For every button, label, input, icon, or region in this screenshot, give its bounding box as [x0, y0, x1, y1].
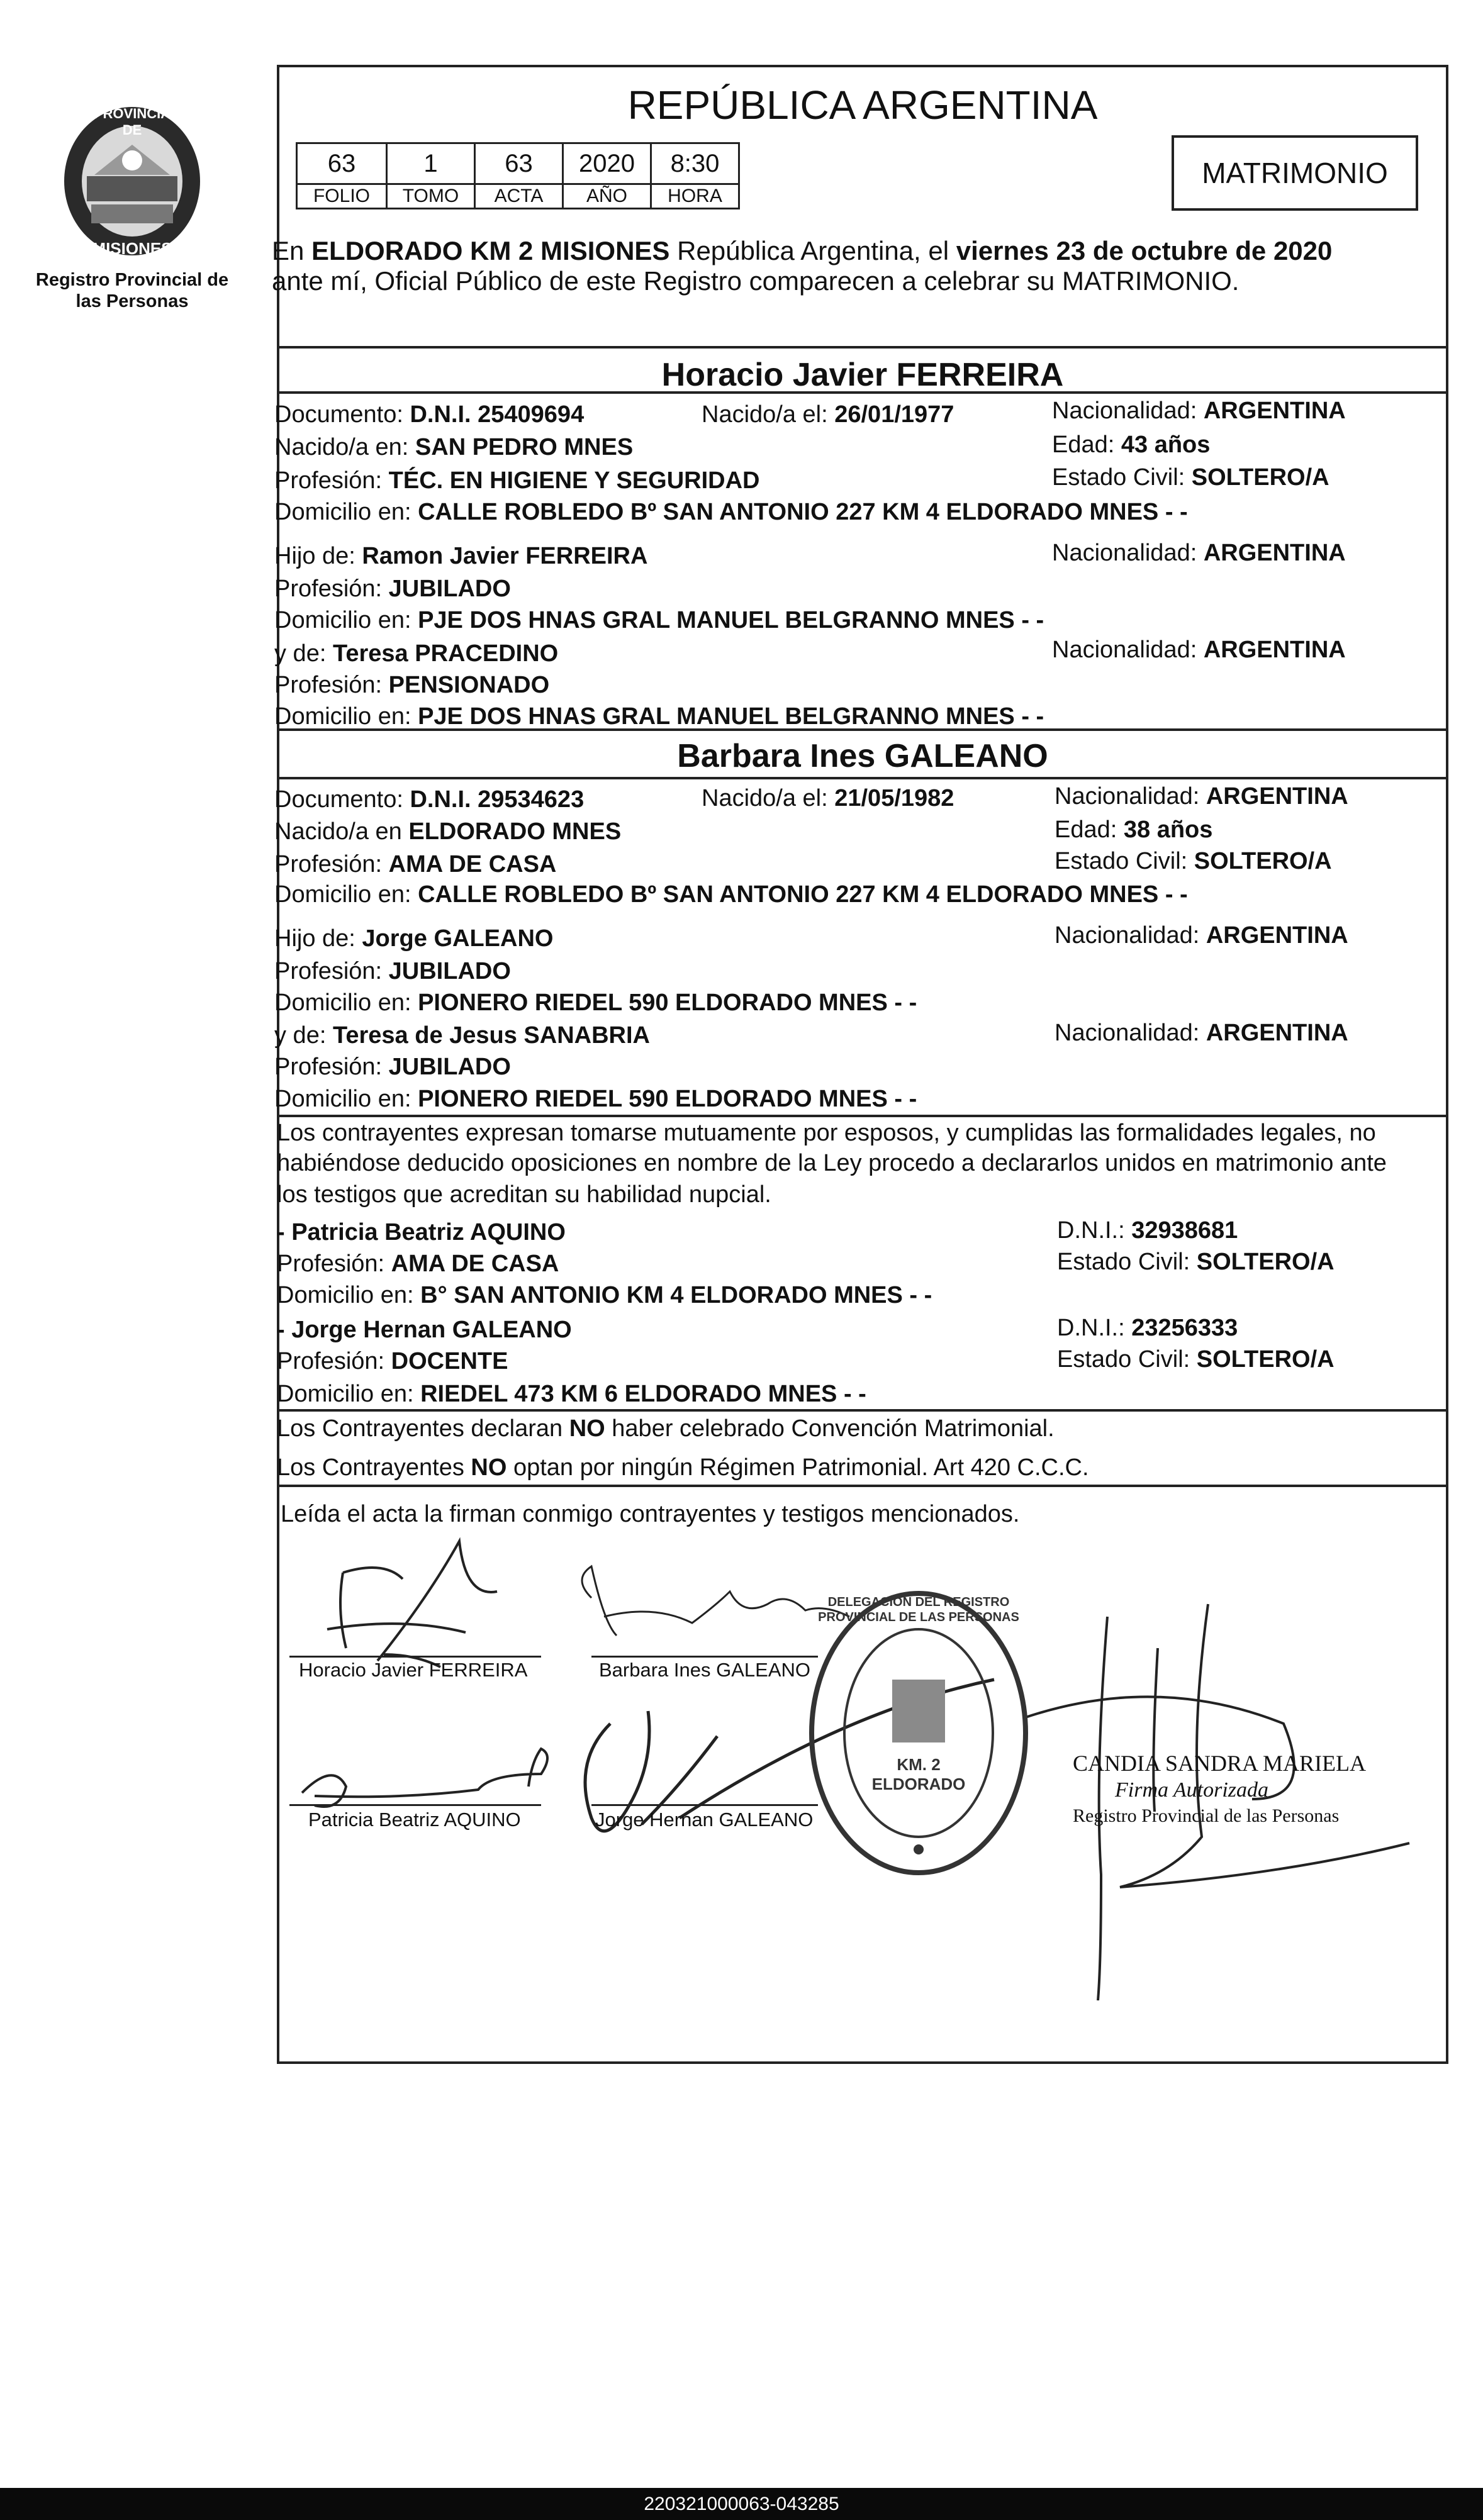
acta-value: 63: [475, 143, 563, 184]
closing-text: Leída el acta la firman conmigo contrayentes y testigos mencionados.: [281, 1501, 1020, 1527]
registry-stamp: [805, 1585, 1032, 1881]
signature-line: [289, 1656, 541, 1658]
witness-2-civil-status: Estado Civil: SOLTERO/A: [1057, 1346, 1335, 1373]
ano-label: AÑO: [563, 184, 651, 209]
witness-2-profession: Profesión: DOCENTE: [277, 1348, 508, 1374]
tomo-label: TOMO: [387, 184, 475, 209]
bride-name: Barbara Ines GALEANO: [677, 738, 1048, 774]
groom-birthplace: Nacido/a en: SAN PEDRO MNES: [274, 434, 634, 460]
official-signature: [1026, 1604, 1409, 2000]
official-org: Registro Provincial de las Personas: [1073, 1805, 1340, 1826]
witness-1-name: - Patricia Beatriz AQUINO: [277, 1219, 566, 1246]
bride-mother-profession: Profesión: JUBILADO: [274, 1054, 511, 1080]
groom-signature: [327, 1541, 497, 1667]
groom-mother-nationality: Nacionalidad: ARGENTINA: [1052, 637, 1346, 663]
stamp-center-text: KM. 2 ELDORADO: [871, 1755, 966, 1793]
groom-birthdate: Nacido/a el: 26/01/1977: [702, 401, 954, 428]
intro-line-2: ante mí, Oficial Público de este Registro comparecen a celebrar su MATRIMONIO.: [272, 266, 1240, 296]
bride-documento: Documento: D.N.I. 29534623: [274, 786, 585, 813]
groom-mother-profession: Profesión: PENSIONADO: [274, 672, 550, 698]
signature-line: [591, 1656, 818, 1658]
act-type-box: MATRIMONIO: [1172, 135, 1418, 211]
witness-1-profession: Profesión: AMA DE CASA: [277, 1251, 559, 1277]
bride-address: Domicilio en: CALLE ROBLEDO Bº SAN ANTONIO 227 KM 4 ELDORADO MNES - -: [274, 881, 1188, 908]
divider: [277, 728, 1448, 731]
witness-1-signature: [302, 1749, 547, 1807]
bride-birthdate: Nacido/a el: 21/05/1982: [702, 785, 954, 811]
bride-father-name: Hijo de: Jorge GALEANO: [274, 925, 554, 952]
declaration-line-2: habiéndose deducido oposiciones en nombre de la Ley procedo a declararlos unidos en matrimonio ante: [277, 1150, 1387, 1176]
groom-father-name: Hijo de: Ramon Javier FERREIRA: [274, 543, 648, 569]
seal-top-text: PROVINCIA DE: [93, 106, 171, 138]
bride-age: Edad: 38 años: [1055, 817, 1213, 843]
hora-label: HORA: [651, 184, 739, 209]
groom-mother-name: y de: Teresa PRACEDINO: [274, 640, 559, 667]
witness-2-signature-label: Jorge Hernan GALEANO: [595, 1809, 814, 1831]
folio-label: FOLIO: [297, 184, 387, 209]
witness-1-signature-label: Patricia Beatriz AQUINO: [308, 1809, 521, 1831]
official-role: Firma Autorizada: [1115, 1778, 1269, 1802]
groom-address: Domicilio en: CALLE ROBLEDO Bº SAN ANTONIO 227 KM 4 ELDORADO MNES - -: [274, 499, 1188, 525]
bride-birthplace: Nacido/a en ELDORADO MNES: [274, 818, 622, 845]
declaration-line-1: Los contrayentes expresan tomarse mutuamente por esposos, y cumplidas las formalidades legales, no: [277, 1120, 1376, 1146]
record-grid: [296, 142, 740, 209]
groom-father-address: Domicilio en: PJE DOS HNAS GRAL MANUEL BELGRANNO MNES - -: [274, 607, 1044, 633]
acta-label: ACTA: [475, 184, 563, 209]
folio-value: 63: [297, 143, 387, 184]
signature-line: [591, 1804, 818, 1806]
divider: [277, 391, 1448, 394]
groom-name: Horacio Javier FERREIRA: [661, 357, 1064, 393]
witness-1-civil-status: Estado Civil: SOLTERO/A: [1057, 1249, 1335, 1275]
bride-father-nationality: Nacionalidad: ARGENTINA: [1055, 922, 1348, 949]
intro-line-1: En ELDORADO KM 2 MISIONES República Argentina, el viernes 23 de octubre de 2020: [272, 236, 1333, 265]
divider: [277, 1485, 1448, 1487]
bride-mother-name: y de: Teresa de Jesus SANABRIA: [274, 1022, 650, 1049]
witness-2-dni: D.N.I.: 23256333: [1057, 1315, 1238, 1341]
bride-mother-address: Domicilio en: PIONERO RIEDEL 590 ELDORADO MNES - -: [274, 1086, 917, 1112]
divider: [277, 1409, 1448, 1412]
barcode-strip: 220321000063-043285: [0, 2488, 1483, 2520]
signature-line: [289, 1804, 541, 1806]
bride-father-address: Domicilio en: PIONERO RIEDEL 590 ELDORADO MNES - -: [274, 990, 917, 1016]
declaration-line-3: los testigos que acreditan su habilidad nupcial.: [277, 1181, 771, 1208]
groom-documento: Documento: D.N.I. 25409694: [274, 401, 585, 428]
hora-value: 8:30: [651, 143, 739, 184]
groom-father-nationality: Nacionalidad: ARGENTINA: [1052, 540, 1346, 566]
groom-nationality: Nacionalidad: ARGENTINA: [1052, 398, 1346, 424]
divider: [277, 777, 1448, 779]
witness-1-address: Domicilio en: B° SAN ANTONIO KM 4 ELDORADO MNES - -: [277, 1282, 932, 1308]
witness-1-dni: D.N.I.: 32938681: [1057, 1217, 1238, 1244]
groom-mother-address: Domicilio en: PJE DOS HNAS GRAL MANUEL BELGRANNO MNES - -: [274, 703, 1044, 730]
page-title: REPÚBLICA ARGENTINA: [627, 82, 1098, 128]
bride-signature-label: Barbara Ines GALEANO: [599, 1659, 810, 1681]
bride-father-profession: Profesión: JUBILADO: [274, 958, 511, 984]
tomo-value: 1: [387, 143, 475, 184]
seal-bottom-text: MISIONES: [92, 239, 172, 258]
stamp-text: DELEGACIÓN DEL REGISTRO PROVINCIAL DE LAS PERSONAS: [818, 1595, 1019, 1624]
bride-profession: Profesión: AMA DE CASA: [274, 851, 557, 878]
registry-name: Registro Provincial de las Personas: [35, 270, 229, 311]
official-name: CANDIA SANDRA MARIELA: [1073, 1751, 1367, 1776]
groom-signature-label: Horacio Javier FERREIRA: [299, 1659, 528, 1681]
bride-nationality: Nacionalidad: ARGENTINA: [1055, 783, 1348, 810]
witness-2-name: - Jorge Hernan GALEANO: [277, 1317, 572, 1343]
groom-father-profession: Profesión: JUBILADO: [274, 576, 511, 602]
regime-line-1: Los Contrayentes declaran NO haber celebrado Convención Matrimonial.: [277, 1415, 1055, 1442]
groom-profession: Profesión: TÉC. EN HIGIENE Y SEGURIDAD: [274, 467, 760, 494]
bride-civil-status: Estado Civil: SOLTERO/A: [1055, 848, 1332, 874]
groom-age: Edad: 43 años: [1052, 432, 1211, 458]
ano-value: 2020: [563, 143, 651, 184]
divider: [277, 346, 1448, 348]
witness-2-address: Domicilio en: RIEDEL 473 KM 6 ELDORADO MNES - -: [277, 1381, 866, 1407]
regime-line-2: Los Contrayentes NO optan por ningún Régimen Patrimonial. Art 420 C.C.C.: [277, 1454, 1089, 1481]
stamp-icon: [805, 1585, 1032, 1881]
groom-civil-status: Estado Civil: SOLTERO/A: [1052, 464, 1329, 491]
divider: [277, 1115, 1448, 1117]
bride-mother-nationality: Nacionalidad: ARGENTINA: [1055, 1020, 1348, 1046]
